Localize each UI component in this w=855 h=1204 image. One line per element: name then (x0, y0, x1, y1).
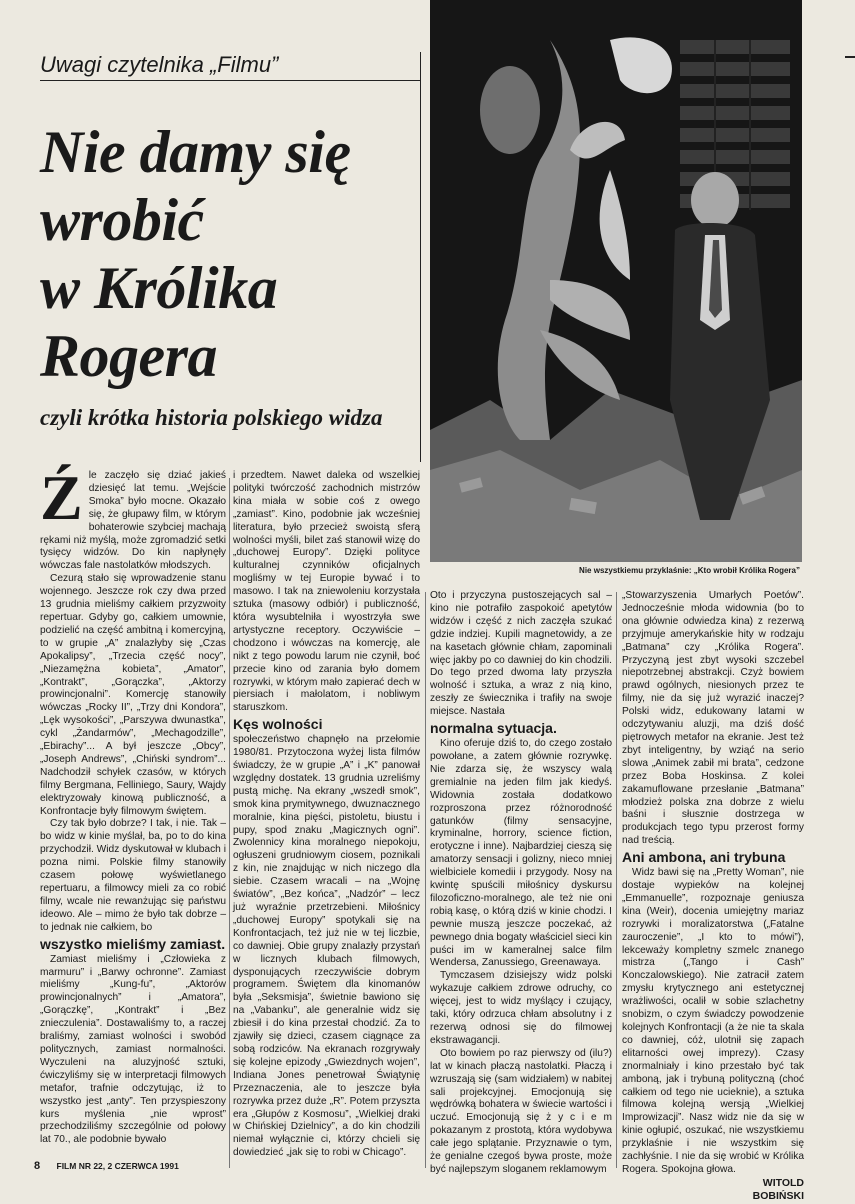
column-4 (622, 590, 804, 1203)
paragraph: Czy tak było dobrze? I tak, i nie. Tak – bo widz w kinie myślał, ba, po to do kina przychodził. Widz dyskutował w klubach i pozna nimi. Polskie filmy stanowiły czasem połowę wyświetlanego repertuaru, a filmowcy mieli za co robić filmy, wcale nie rewanżując się państwu ideowo. Ale – mimo że było tak dobrze – to jednak nie całkiem, bo (40, 818, 226, 933)
paragraph: Tymczasem dzisiejszy widz polski wykazuje całkiem zdrowe odruchy, co więcej, jest to widz myślący i czujący, taki, który odrzuca chłam absolutny i z rezerwą odnosi się do filmowej ekstrawagancji. (430, 970, 612, 1046)
paragraph: Kino oferuje dziś to, do czego zostało powołane, a zatem głównie rozrywkę. Nie zdarza się, że wszyscy walą gremialnie na jeden film jak kiedyś. Widownia została dodatkowo rozproszona przez różnorodność gatunków (filmy sensacyjne, kryminalne, horrory, science fiction, erotyczne i inne). Najbardziej cieszą się amatorzy sensacji i golizny, nieco mniej wielbiciele komedii i przygody. Nosy na kwintę spuścili miłośnicy dyskursu filozoficzno-moralnego, ale też nie oni robią kasę, o którą dziś w kinie chodzi. I pewnie muszą jeszcze poczekać, aż pewnego dnia bogaty właściciel sieci kin puści im w kameralnej salce film Wendersa, Zanussiego, Greenawaya. (430, 738, 612, 969)
film-still-photo (430, 0, 802, 562)
page-footer (34, 1160, 179, 1172)
author-signature (622, 1177, 804, 1203)
paragraph: i przedtem. Nawet daleka od wszelkiej polityki twórczość zachodnich mistrzów kina miała w sobie coś z owego „zamiast”. Kino, podobnie jak wcześniej literatura, było przecież swoistą sferą wolności myśli, bilet zaś stanowił wizę do „duchowej Europy”. Dzięki polityce kulturalnej czynników oficjalnych mogliśmy w tej Europie bywać i to masowo. I tak na zniewoleniu korzystała sztuka (masowy odbiór) i publiczność, która wysubtelniła i wyostrzyła swe artystyczne receptory. Oczywiście – chodzono i wówczas na komercję, ale nikt z tego powodu larum nie czynił, boć przecie kino od zarania było domem rozrywki, w którym mało zapierać dech w piersiach i małolatom, i nobliwym staruszkom. (233, 470, 420, 714)
column-separator (425, 592, 426, 1168)
section-heading: Ani ambona, ani trybuna (622, 849, 786, 866)
column-1 (40, 462, 226, 1147)
paragraph: Cezurą stało się wprowadzenie stanu wojennego. Jeszcze rok czy dwa przed 13 grudnia mieliśmy całkiem przyzwoity repertuar. Gdyby go, całkiem umownie, podzielić na część ambitną i komercyjną, to w grupie „A” znalazłyby się „Czas Apokalipsy”, „Trzecia część nocy”, „Niezamężna kobieta”, „Amator”, „Kontrakt”, „Gorączka”, „Aktorzy prowincjonalni”. Komercję stanowiły wówczas „Rocky II”, „Trzy dni Kondora”, „Lęk wysokości”, „Parszywa dwunastka”, cykl „Żandarmów”, „Mechagodzille”, „Ebirachy”... A był jeszcze „Obcy”, „Joseph Andrews”, „Chiński syndrom”... Nadchodził schyłek czasów, w których filmy Bergmana, Felliniego, Saury, Wajdy elektryzowały kinową publiczność, a Konfrontacje były filmowym świętem. (40, 573, 226, 817)
photo-caption: Nie wszystkiemu przyklaśnie: „Kto wrobił Królika Rogera” (579, 566, 800, 575)
film-still-image (430, 0, 802, 562)
paragraph: Zamiast mieliśmy i „Człowieka z marmuru” i „Barwy ochronne”. Zamiast mieliśmy „Kung-fu”, „Aktorów prowincjonalnych” i „Amatora”, „Gorączkę”, „Kontrakt” i „Bez znieczulenia”. Dostawaliśmy to, a raczej braliśmy, zamiast wolności i swobód politycznych, zamiast normalności. Wyczuleni na aluzyjność sztuki, ćwiczyliśmy się w interpretacji filmowych metafor, trafnie odczytując, iż to wszystko jest „anty”. Ten przyspieszony kurs myślenia „nie wprost” przechodziliśmy szczególnie od połowy lat 70., ale podobnie bywało (40, 953, 226, 1146)
subtitle: czyli krótka historia polskiego widza (40, 405, 383, 430)
headline-line: wrobić (40, 187, 204, 253)
column-3 (430, 590, 612, 1177)
kicker: Uwagi czytelnika „Filmu” (40, 52, 420, 81)
column-separator (229, 478, 230, 1168)
paragraph: Widz bawi się na „Pretty Woman”, nie dostaje wypieków na kolejnej „Emmanuelle”, rozpoznaje geniusza kina (Weir), docenia umiejętny mariaz rozrywki i moralizatorstwa („Fatalne zauroczenie”, „I kto to mówi”), lekceważy kompletny szmelc znanego mistrza („Tango i Cash” Konczalowskiego). Nie zatracił zatem zmysłu krytycznego ani estetycznej wrażliwości, ocalił w sobie szlachetny snobizm, o czym świadczy powodzenie kolejnych Konfrontacji (a że nie ta skala co dawniej, cóż, ulotnił się zapach elitarności owej imprezy). Czasy znormalniały i kino przestało być tak amboną, jak i trybuną polityczną (choć całkiem od tego nie ucieknie), a sztuka filmowa kolejną wersją „Wielkiej Improwizacji”. Nasz widz nie da się w kinie ogłupić, oszukać, nie wszystkiemu przyklaśnie i nie wszystkim się zachłyśnie. I nie da się wrobić w Królika Rogera. Spokojna głowa. (622, 867, 804, 1175)
headline-line: w Królika (40, 255, 278, 321)
author-last-name: BOBIŃSKI (752, 1189, 804, 1202)
paragraph: społeczeństwo chapnęło na przełomie 1980/81. Przytoczona wyżej lista filmów świadczy, że w grupie „A” i „K” panował względny dostatek. 13 grudnia uzreliśmy pustą michę. Na ekrany „wszedł smok”, smok kina prymitywnego, dwuznacznego moralnie, kina pięści, pistoletu, biustu i pupy, spod znaku „Magicznych ogni”. Zwolennicy kina moralnego niepokoju, ogłuszeni grudniowym ciosem, poznikali z kin, nie znajdując w nich niczego dla siebie. Czasem wracali – na „Wojnę światów”, „Bez końca”, „Nadzór” – lecz już wyraźnie przetrzebieni. Miłośnicy „duchowej Europy” spotykali się na Konfrontacjach, też już nie w tej liczbie, co dawniej. Obie grupy znalazły przystań w licznych klubach filmowych, dysponujących rzeczywiście dobrym programem. Świętem dla kinomanów była „Seksmisja”, świetnie bawiono się na „Vabanku”, ale generalnie widz się zbiesił i do kina przestał chodzić. Za to zjawiły się dzieci, czasem ciągnące za sobą rodziców. Na ekranach rozgrywały się kolejne epizody „Gwiezdnych wojen”, Indiana Jones penetrował Świątynię Przeznaczenia, ale to jeszcze była rozrywka przez duże „R”. Potem przyszta era „Głupów z Kosmosu”, „Wielkiej draki w Chińskiej Dzielnicy”, a do kin chodzili niemał wyłącznie ci, którzy chcieli się dowiedzieć „jak się to robi w Chicago”. (233, 734, 420, 1159)
headline-line: Nie damy się (40, 119, 351, 185)
paragraph: Oto bowiem po raz pierwszy od (ilu?) lat w kinach płaczą nastolatki. Płaczą i wzruszają się (sam widziałem) w nabitej sali projekcyjnej. Emocjonują się wędrówką bohatera w świecie wartości i uczuć. Emocjonują się ż y c i e m pokazanym z prostotą, która wydobywa całe jego splątanie. Przyznawie o tym, że genialne czegoś bywa proste, może być najlepszym sloganem reklamowym (430, 1047, 612, 1175)
paragraph: le zaczęło się dziać jakieś dziesięć lat temu. „Wejście Smoka” było mocne. Okazało się, że głupawy film, w którym bohaterowie szybciej machają rękami niż myślą, może zgromadzić setki tysięcy widzów. Do kin napłynęły wówczas fale nastolatków młodszych. (40, 470, 226, 572)
edge-mark (845, 56, 855, 58)
headline (40, 118, 420, 390)
author-first-name: WITOLD (762, 1176, 804, 1189)
paragraph: „Stowarzyszenia Umarłych Poetów”. Jednocześnie młoda widownia (bo to ona głównie odwiedza kina) z rezerwą przyjmuje amerykańskie hity w rodzaju „Batmana” czy „Królika Rogera”. Przyczyną jest zbyt wysoki szczebel niepotrzebnej abstrakcji. Czyż bowiem prawd ogólnych, niesionych przez te filmy, nie da się już wyrazić inaczej? Polski widz, edukowany latami w odczytywaniu aluzji, ma dziś dość piętrowych metafor na ekranie. Jest też zbyt inteligentny, by wziąć na serio slowa „Animek zabił mi brata”, cedzone przez Boba Hoskinsa. Z kolei zakamuflowane przesłanie „Batmana” młodzież polska zna dobrze z wielu baśni i słusznie dostrzega w produkcjach tego typu przerost formy nad treścią. (622, 590, 804, 847)
section-heading: normalna sytuacja. (430, 720, 557, 737)
headline-line: Rogera (40, 323, 217, 389)
section-heading: wszystko mieliśmy zamiast. (40, 935, 226, 952)
drop-cap: Ź (40, 462, 83, 533)
section-heading: Kęs wolności (233, 716, 323, 733)
column-2 (233, 470, 420, 1160)
paragraph: Oto i przyczyna pustoszejących sal – kino nie potrafiło zaspokoić apetytów widzów i część z nich zaczęła szukać gdzie indziej. Kupili magnetowidy, a ze na kasetach głównie chłam, zapominali więc jakby po co dawniej do kin chodzili. Do tego przed dwoma laty przyszła wolność i sztuka, a wraz z nią kino, zeszły ze świecznika i trafiły na swoje miejsce. Nastała (430, 590, 612, 718)
page-number: 8 (34, 1160, 41, 1172)
issue-line: FILM NR 22, 2 CZERWCA 1991 (56, 1161, 179, 1171)
column-separator (616, 592, 617, 1168)
